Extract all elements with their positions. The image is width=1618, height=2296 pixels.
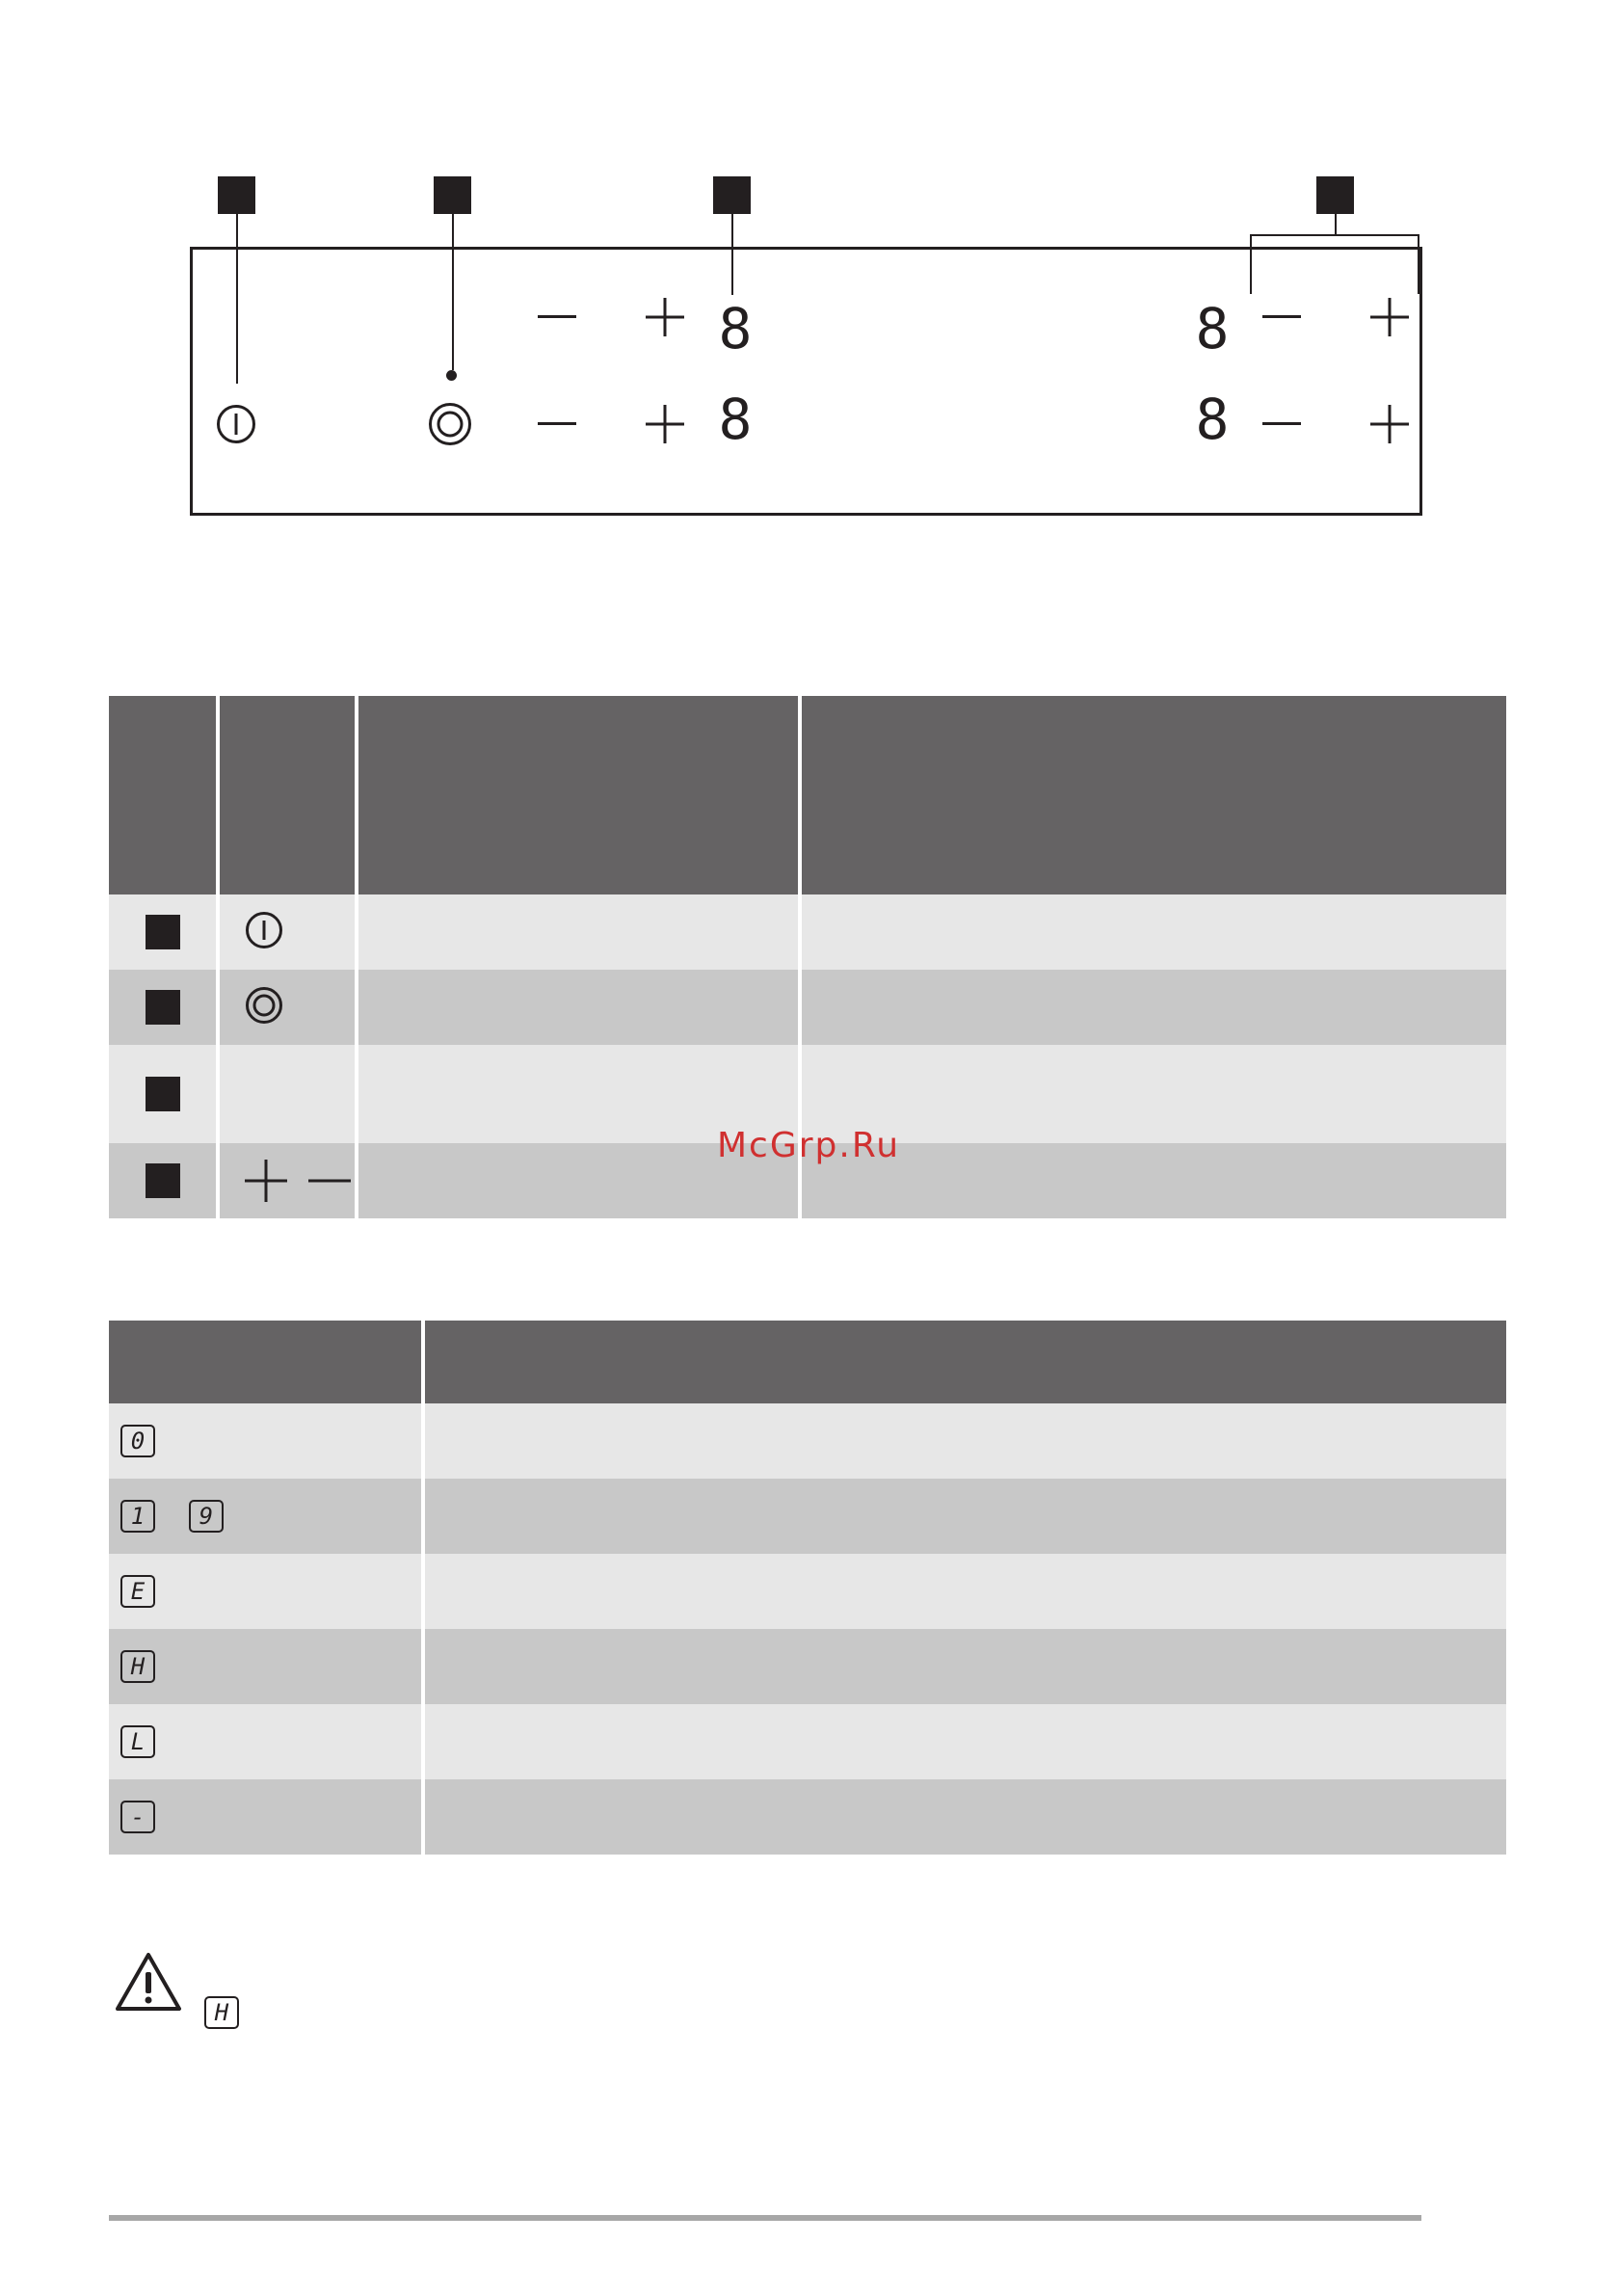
- panel-frame: [190, 247, 1422, 516]
- table-row: [109, 1479, 1506, 1554]
- function-table-header: [109, 696, 1506, 894]
- footer-divider: [109, 2215, 1421, 2221]
- display-symbol: L: [120, 1725, 155, 1758]
- callout-3: [713, 176, 751, 214]
- heat-setting-display-zone-3: 8: [1195, 296, 1230, 361]
- leader-line-4-stem: [1335, 214, 1337, 235]
- leader-line-4-bracket: [1250, 234, 1419, 236]
- row-number-box: [146, 1077, 180, 1111]
- display-table-header: [109, 1321, 1506, 1403]
- display-table: [109, 1321, 1506, 1855]
- table-row: [109, 1629, 1506, 1704]
- plus-icon: [245, 1160, 287, 1202]
- row-number-box: [146, 990, 180, 1025]
- plus-button-zone-4[interactable]: [1361, 395, 1419, 453]
- callout-1: [218, 176, 255, 214]
- power-icon[interactable]: [216, 404, 256, 444]
- display-symbol: 1: [120, 1500, 155, 1533]
- table-row: [109, 1779, 1506, 1855]
- minus-button-zone-3[interactable]: [1253, 288, 1311, 346]
- heat-setting-display-zone-2: 8: [718, 387, 753, 452]
- header-cell-function: [358, 696, 802, 894]
- table-row: [109, 1704, 1506, 1779]
- row-number-box: [146, 1163, 180, 1198]
- table-row: [109, 1554, 1506, 1629]
- display-symbol: -: [120, 1801, 155, 1833]
- display-symbol: H: [120, 1650, 155, 1683]
- header-cell-symbol: [220, 696, 358, 894]
- power-icon: [220, 911, 355, 954]
- header-cell-display: [109, 1321, 425, 1403]
- plus-button-zone-2[interactable]: [636, 395, 694, 453]
- heat-setting-display-zone-4: 8: [1195, 387, 1230, 452]
- heat-setting-display-zone-1: 8: [718, 296, 753, 361]
- table-row: [109, 1403, 1506, 1479]
- plus-button-zone-1[interactable]: [636, 288, 694, 346]
- display-symbol: 9: [189, 1500, 224, 1533]
- row-number-box: [146, 915, 180, 949]
- minus-icon: [308, 1160, 351, 1202]
- display-symbol: E: [120, 1575, 155, 1608]
- header-cell-description: [802, 696, 1506, 894]
- lock-icon[interactable]: [428, 402, 472, 446]
- callout-4: [1316, 176, 1354, 214]
- minus-button-zone-1[interactable]: [528, 288, 586, 346]
- header-cell-number: [109, 696, 220, 894]
- minus-button-zone-2[interactable]: [528, 395, 586, 453]
- lock-icon: [220, 986, 355, 1029]
- header-cell-description: [425, 1321, 1506, 1403]
- watermark: McGrp.Ru: [717, 1126, 901, 1165]
- plus-button-zone-3[interactable]: [1361, 288, 1419, 346]
- callout-2: [434, 176, 471, 214]
- display-symbol: 0: [120, 1425, 155, 1457]
- warning-display-symbol: H: [204, 1996, 239, 2029]
- table-row: [109, 894, 1506, 970]
- warning-icon: [114, 1951, 183, 2013]
- minus-button-zone-4[interactable]: [1253, 395, 1311, 453]
- table-row: [109, 970, 1506, 1045]
